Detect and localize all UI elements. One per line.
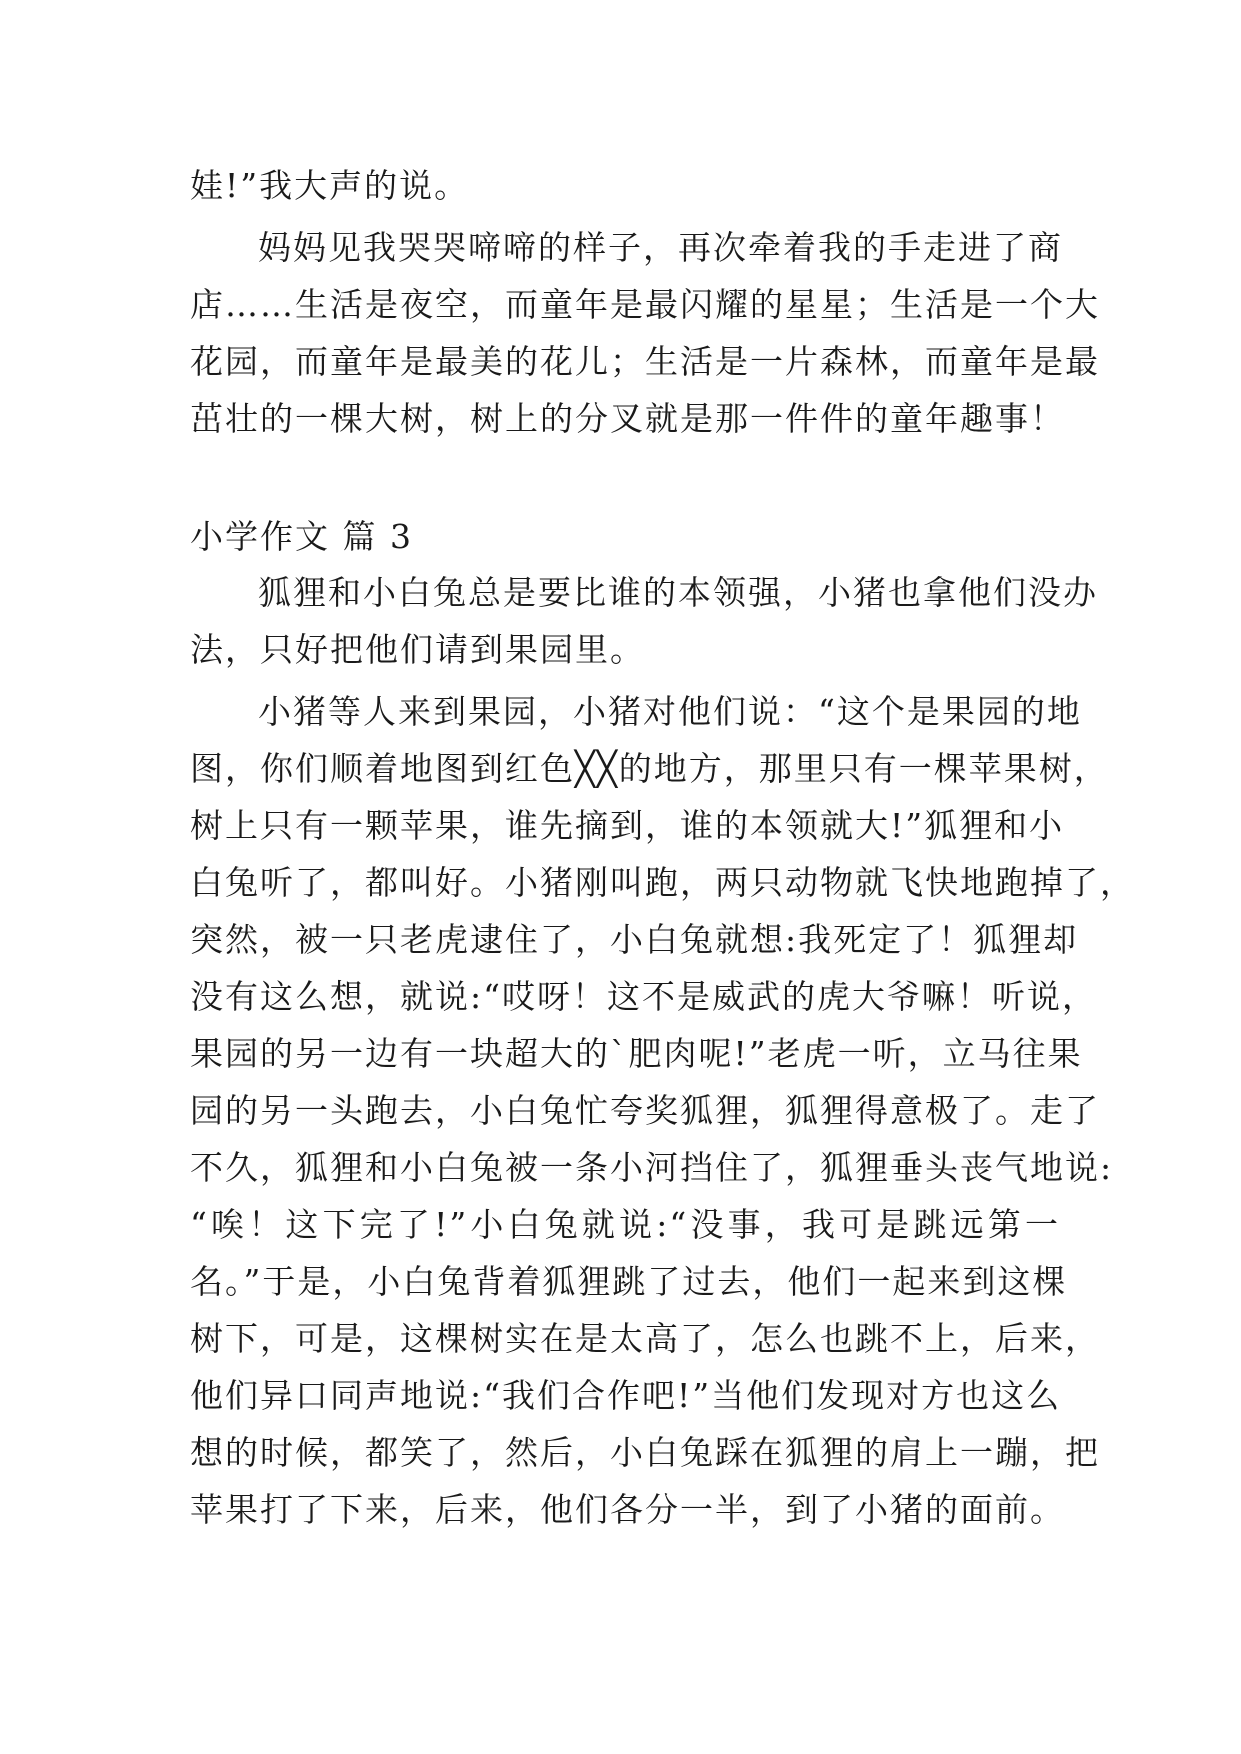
paragraph-c-line-2: 图，你们顺着地图到红色╳╳的地方，那里只有一棵苹果树，	[190, 749, 1109, 788]
section-heading: 小学作文 篇 3	[190, 517, 413, 556]
paragraph-c-line-3: 树上只有一颗苹果，谁先摘到，谁的本领就大!”狐狸和小	[190, 806, 1065, 845]
paragraph-c-line-9: 不久，狐狸和小白兔被一条小河挡住了，狐狸垂头丧气地说:	[190, 1148, 1114, 1187]
paragraph-b-line-1: 狐狸和小白兔总是要比谁的本领强，小猪也拿他们没办	[258, 573, 1098, 612]
paragraph-c-line-8: 园的另一头跑去，小白兔忙夸奖狐狸，狐狸得意极了。走了	[190, 1091, 1100, 1130]
paragraph-a-line-3: 花园，而童年是最美的花儿；生活是一片森林，而童年是最	[190, 342, 1100, 381]
paragraph-c-line-1: 小猪等人来到果园，小猪对他们说：“这个是果园的地	[258, 692, 1082, 731]
intro-line: 娃!”我大声的说。	[190, 166, 470, 205]
paragraph-a-line-1: 妈妈见我哭哭啼啼的样子，再次牵着我的手走进了商	[258, 228, 1063, 267]
paragraph-b-line-2: 法，只好把他们请到果园里。	[190, 630, 645, 669]
paragraph-c-line-5: 突然，被一只老虎逮住了，小白兔就想:我死定了！狐狸却	[190, 920, 1079, 959]
paragraph-a-line-2: 店……生活是夜空，而童年是最闪耀的星星；生活是一个大	[190, 285, 1100, 324]
paragraph-c-line-10: “唉！这下完了!”小白兔就说:“没事，我可是跳远第一	[190, 1205, 1060, 1244]
paragraph-c-line-12: 树下，可是，这棵树实在是太高了，怎么也跳不上，后来，	[190, 1319, 1100, 1358]
paragraph-c-line-7: 果园的另一边有一块超大的`肥肉呢!”老虎一听，立马往果	[190, 1034, 1083, 1073]
paragraph-c-line-13: 他们异口同声地说:“我们合作吧!”当他们发现对方也这么	[190, 1376, 1062, 1415]
paragraph-c-line-15: 苹果打了下来，后来，他们各分一半，到了小猪的面前。	[190, 1490, 1065, 1529]
paragraph-a-line-4: 茁壮的一棵大树，树上的分叉就是那一件件的童年趣事！	[190, 399, 1065, 438]
paragraph-c-line-11: 名。”于是，小白兔背着狐狸跳了过去，他们一起来到这棵	[190, 1262, 1068, 1301]
paragraph-c-line-6: 没有这么想，就说:“哎呀！这不是威武的虎大爷嘛！听说，	[190, 977, 1097, 1016]
paragraph-c-line-4: 白兔听了，都叫好。小猪刚叫跑，两只动物就飞快地跑掉了，	[190, 863, 1135, 902]
paragraph-c-line-14: 想的时候，都笑了，然后，小白兔踩在狐狸的肩上一蹦，把	[190, 1433, 1100, 1472]
